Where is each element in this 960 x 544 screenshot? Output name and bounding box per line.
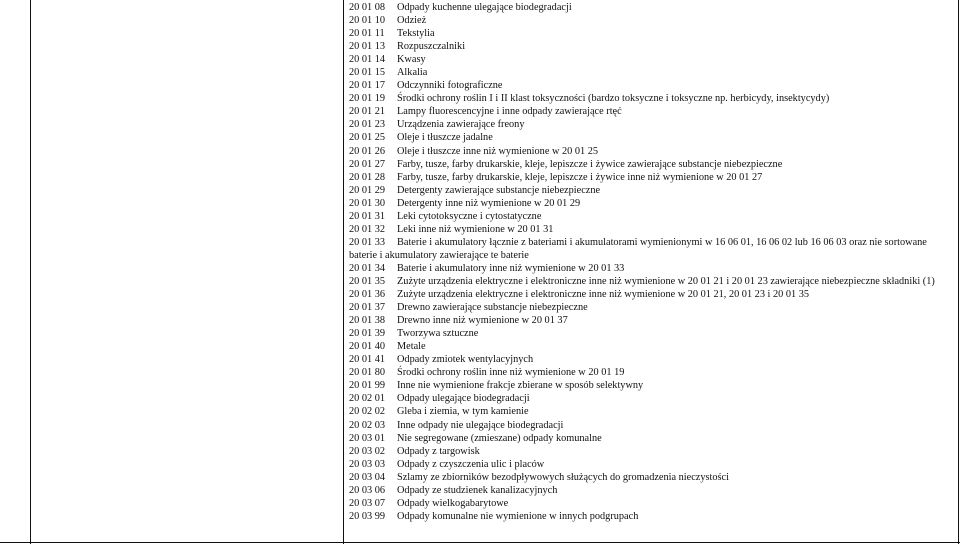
waste-description: Oleje i tłuszcze jadalne [397,132,493,144]
waste-code: 20 01 11 [349,28,385,40]
waste-description: Kwasy [397,54,426,66]
waste-description: Alkalia [397,67,428,79]
list-item [349,392,955,405]
list-item [349,379,955,392]
table-column-divider [343,0,344,544]
list-item [349,458,955,471]
waste-code: 20 01 35 [349,275,386,287]
waste-description: Farby, tusze, farby drukarskie, kleje, lepiszcze i żywice inne niż wymienione w 20 01 27 [397,171,763,183]
waste-description: Drewno inne niż wymienione w 20 01 37 [397,315,568,327]
waste-description: Farby, tusze, farby drukarskie, kleje, lepiszcze i żywice zawierające substancje niebezpieczne [397,158,783,170]
waste-description: Leki inne niż wymienione w 20 01 31 [397,223,554,235]
waste-description: Odczynniki fotograficzne [397,80,503,92]
waste-code: 20 01 19 [349,93,386,105]
list-item [349,314,955,327]
waste-code: 20 01 14 [349,54,386,66]
list-item [349,340,955,353]
list-item [349,510,955,523]
waste-code: 20 01 08 [349,2,386,13]
list-item [349,484,955,497]
waste-description: Rozpuszczalniki [397,41,466,53]
waste-code: 20 01 41 [349,354,386,366]
waste-code: 20 01 29 [349,184,386,196]
list-item [349,275,955,288]
waste-description: Metale [397,341,426,353]
list-item [349,223,955,236]
waste-description: Zużyte urządzenia elektryczne i elektroniczne inne niż wymienione w 20 01 21, 20 01 23 i 20 01 35 [397,289,810,301]
waste-code-list [349,1,955,523]
waste-code: 20 01 17 [349,80,386,92]
waste-description: Baterie i akumulatory łącznie z bateriami i akumulatorami wymienionymi w 16 06 01, 16 06 02 lub 16 06 03 oraz nie sortowane baterie i akumulatory zawierające te baterie [349,236,927,261]
waste-code: 20 01 39 [349,328,386,340]
waste-description: Nie segregowane (zmieszane) odpady komunalne [397,432,602,444]
waste-description: Odpady z targowisk [397,445,480,457]
list-item [349,301,955,314]
waste-code: 20 02 03 [349,419,386,431]
waste-description: Drewno zawierające substancje niebezpieczne [397,302,588,314]
waste-description: Odpady z czyszczenia ulic i placów [397,458,545,470]
waste-code: 20 03 07 [349,497,386,509]
waste-description: Inne nie wymienione frakcje zbierane w sposób selektywny [397,380,644,392]
waste-description: Odpady wielkogabarytowe [397,497,509,509]
list-item [349,262,955,275]
waste-description: Tworzywa sztuczne [397,328,479,340]
waste-code: 20 01 80 [349,367,386,379]
waste-description: Detergenty inne niż wymienione w 20 01 29 [397,197,581,209]
waste-code: 20 01 13 [349,41,386,53]
list-item [349,210,955,223]
waste-code: 20 01 10 [349,15,386,27]
waste-description: Leki cytotoksyczne i cytostatyczne [397,210,542,222]
waste-code: 20 03 02 [349,445,386,457]
list-item [349,184,955,197]
waste-description: Środki ochrony roślin I i II klast toksyczności (bardzo toksyczne i toksyczne np. herbicydy, insektycydy) [397,93,830,105]
waste-code: 20 03 06 [349,484,386,496]
list-item [349,105,955,118]
waste-code: 20 03 01 [349,432,386,444]
waste-description: Odpady ze studzienek kanalizacyjnych [397,484,558,496]
table-border-bottom [0,542,960,543]
waste-code: 20 01 40 [349,341,386,353]
list-item [349,497,955,510]
list-item [349,405,955,418]
table-border-right [958,0,959,544]
waste-description: Baterie i akumulatory inne niż wymienione w 20 01 33 [397,262,625,274]
waste-code: 20 01 32 [349,223,386,235]
waste-description: Oleje i tłuszcze inne niż wymienione w 20 01 25 [397,145,599,157]
list-item [349,14,955,27]
waste-description: Środki ochrony roślin inne niż wymienione w 20 01 19 [397,367,625,379]
list-item [349,158,955,171]
waste-description: Odpady kuchenne ulegające biodegradacji [397,2,572,13]
list-item [349,92,955,105]
list-item [349,366,955,379]
waste-code: 20 01 25 [349,132,386,144]
waste-description: Odpady komunalne nie wymienione w innych podgrupach [397,510,639,522]
list-item [349,27,955,40]
waste-code: 20 01 99 [349,380,386,392]
waste-description: Lampy fluorescencyjne i inne odpady zawierające rtęć [397,106,622,118]
waste-code: 20 01 38 [349,315,386,327]
waste-code: 20 01 21 [349,106,386,118]
waste-code: 20 01 33 [349,236,386,248]
waste-code: 20 03 99 [349,510,386,522]
list-item [349,353,955,366]
waste-description: Detergenty zawierające substancje niebezpieczne [397,184,601,196]
list-item [349,327,955,340]
waste-description: Tekstylia [397,28,435,40]
waste-code: 20 03 04 [349,471,386,483]
waste-description: Zużyte urządzenia elektryczne i elektroniczne inne niż wymienione w 20 01 21 i 20 01 23 zawierające niebezpieczne składniki (1) [397,275,935,287]
waste-code: 20 01 27 [349,158,386,170]
waste-description: Odpady ulegające biodegradacji [397,393,530,405]
waste-description: Inne odpady nie ulegające biodegradacji [397,419,564,431]
waste-description: Urządzenia zawierające freony [397,119,525,131]
waste-code: 20 01 37 [349,302,386,314]
list-item [349,445,955,458]
waste-code: 20 01 30 [349,197,386,209]
list-item [349,197,955,210]
list-item [349,118,955,131]
waste-description: Odzież [397,15,427,27]
list-item [349,145,955,158]
list-item [349,432,955,445]
list-item [349,79,955,92]
waste-code: 20 01 28 [349,171,386,183]
waste-code: 20 01 15 [349,67,386,79]
waste-code: 20 01 36 [349,289,386,301]
list-item [349,288,955,301]
waste-code: 20 01 31 [349,210,386,222]
list-item [349,40,955,53]
waste-code: 20 02 02 [349,406,386,418]
waste-code: 20 01 34 [349,262,386,274]
list-item [349,171,955,184]
waste-description: Odpady zmiotek wentylacyjnych [397,354,534,366]
list-item [349,236,955,262]
waste-description: Gleba i ziemia, w tym kamienie [397,406,529,418]
list-item [349,66,955,79]
waste-code: 20 01 23 [349,119,386,131]
waste-code: 20 01 26 [349,145,386,157]
list-item [349,471,955,484]
list-item [349,419,955,432]
waste-code: 20 02 01 [349,393,386,405]
waste-code: 20 03 03 [349,458,386,470]
waste-description: Szlamy ze zbiorników bezodpływowych służących do gromadzenia nieczystości [397,471,729,483]
list-item [349,131,955,144]
list-item [349,1,955,14]
table-border-left [30,0,31,544]
list-item [349,53,955,66]
